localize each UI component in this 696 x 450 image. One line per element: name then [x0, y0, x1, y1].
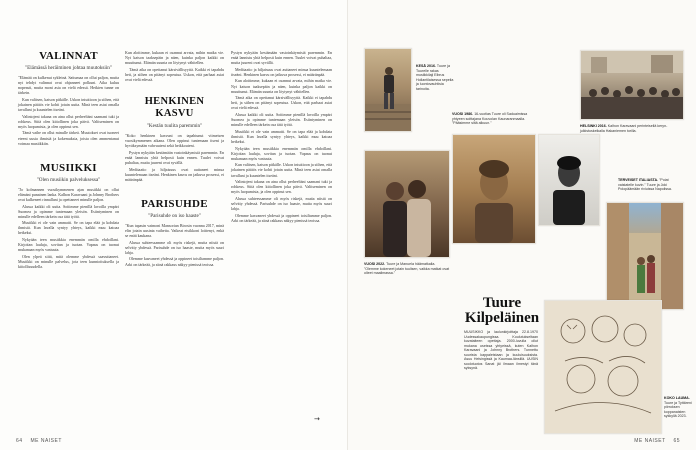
heading-musiikki: MUSIIKKI [40, 161, 97, 174]
bio-text: MUUSIKKO ja laulunkirjoittaja 22.8.1970 Uudessakaupungissa. Koulutukseltaan kuvataiteen opettaja. 2000-luvulla ollut mukana useissa yhtyeissä, kuten Kalhon Karavaani ja Johnny Brothers. Tunnettu suurista kappaleistaan ja kuuluisuuksista. Asuu Helsingissä ja Kaumaa-länsillä. UUSIN soolotuotos Sanat jäi ilmaan ilmestyi tänä syksynä. [464, 330, 538, 370]
photo-vuosi-1986 [452, 134, 536, 244]
portrait-bw-icon [539, 135, 599, 225]
bio-name-title: Tuure Kilpeläinen [464, 295, 540, 326]
paragraph: Kun valitsen, katson pitkälle. Uskon intuitioon ja siihen, että jokainen päätös vie kohti jotain uutta. Minä teen asiat omalla tavallani ja kuuntelen itseäni. [231, 162, 332, 178]
paragraph: Tämä vaihe on ollut minulle tärkeä. Muutokset ovat tuoneet eteeni uusia ihmisiä ja kokemuksia, joista olen ammentanut voimaa musiikkiin. [18, 130, 119, 146]
couple-photo-icon [365, 151, 449, 257]
paragraph: "Koko henkinen kasvuni on tapahtunut viimeisen vuosikymmenen aikana. Olen oppinut tuntemaan itseni ja hyväksymään vahvuuteni sekä heikkouteni. [125, 133, 224, 149]
caption-kesa-2016: KESÄ 2016. Tuure ja Tuurelle rakas musiikkilaji Elbrus Hollantilaisessa sepelia ja luontovauhtisia tarinoita. [416, 64, 454, 91]
paragraph: "Jo kolmannen vuosikymmenen ajan musiikki on ollut elämäni punainen lanka. Kalhon Karavaani ja Johnny Brothers ovat kulkeneet rinnallani ja opettaneet minulle paljon. [18, 186, 119, 202]
paragraph: Alussa kaikki oli uutta. Soitimme pienillä lavoilla ympäri Suomea ja opimme tuntemaan yleisön. Esiintyminen on minulle edelleen tärkein osa tätä työtä. [18, 203, 119, 219]
paragraph: Nykyään teen musiikkia enemmän omilla ehdoillani. Kirjoitan lauluja, sovitan ja tuotan. Vapaus on tuonut mukanaan myös vastuuta. [231, 145, 332, 161]
subheading-parisuhde: "Parisuhde on iso haaste" [148, 212, 201, 219]
paragraph: Olemme kasvaneet yhdessä ja oppineet toisiltamme paljon. Arki on tärkeää, ja siinä rakkaus näkyy pienissä teoissa. [125, 256, 224, 267]
photo-kesa-2016 [364, 48, 412, 132]
photo-helsinki-2016 [580, 50, 684, 120]
heading-valinnat: VALINNAT [39, 50, 98, 62]
magazine-name: ME NAISET [30, 438, 62, 444]
caption-koko-lauma: KOKO LAUMA. Tuure ja Tyttäreni piirroksen koppanaisten sykkyllä 2023. [664, 396, 692, 418]
paragraph: Pystyn nykyään kestämään vastoinkäymisiä paremmin. En enää lannistu yhtä helposti kuin ennen. Tuulet voivat puhaltaa, mutta juureni ovat syvällä. [125, 149, 224, 166]
person-figure-icon [365, 49, 411, 131]
page-folio-right [634, 438, 680, 444]
subheading-musiikki: "Olen musiikin palveluksessa" [36, 176, 101, 183]
paragraph: Valintojeni takana on aina ollut perheeltäni saamani tuki ja rohkeus. Siitä olen kiitollinen joka päivä. Valitseminen on myös luopumista, ja olen oppinut sen. [231, 179, 332, 195]
continue-arrow-icon: → [314, 415, 320, 423]
caption-terveiset-italiasta: TERVEISET ITALIASTA. "Poiat vaistatelle kuvin." Tuure ja Joki Polopäämään riviuissa Napolissa. [618, 178, 672, 191]
paragraph: Tämä aika on opettanut kärsivällisyyttä. Kaikki ei tapahdu heti, ja siihen on pitänyt sopeutua. Uskon, että parhaat asiat ovat vielä edessä. [231, 95, 332, 111]
caption-helsinki-2016: HELSINKI 2016. Kalhon Karavaani perinteisellä keryn-julkistuskeikalla Hakaniemen torilla. [580, 124, 668, 133]
magazine-name: ME NAISET [634, 438, 666, 444]
paragraph: "Elämää on kulkenut sykleinä. Sattumaa on ollut paljon, mutta nyt tehdyt valinnat ovat ohjanneet polkuni. Aika kuluu nopeasti, mutta moni asia on vielä edessä. Hetkien tunne on tärkein. [18, 75, 119, 96]
paragraph: Kun aloitimme, kukaan ei osannut arvata, mihin matka vie. Nyt katson taaksepäin ja näen, kuinka paljon kaikki on muuttunut. Elämän suunta on löytynyt vähitellen. [125, 50, 224, 66]
paragraph: Kun aloitimme, kukaan ei osannut arvata, mihin matka vie. Nyt katson taaksepäin ja näen, kuinka paljon kaikki on muuttunut. Elämän suunta on löytynyt vähitellen. [231, 78, 332, 94]
paragraph: Valintojeni takana on aina ollut perheeltäni saamani tuki ja rohkeus. Siitä olen kiitollinen joka päivä. Valitseminen on myös luopumista, ja olen oppinut sen. [18, 113, 119, 129]
paragraph: Meditaatio ja hiljaisuus ovat auttaneet minua kuuntelemaan itseäni. Henkinen kasvu on jatkuva prosessi, ei määränpää. [231, 66, 332, 77]
subheading-valinnat: "Elämässä heräiminen johtaa muutoksiin" [24, 65, 113, 71]
paragraph: Kun valitsen, katson pitkälle. Uskon intuitioon ja siihen, että jokainen päätös vie kohti jotain uutta. Minä teen asiat omalla tavallani ja kuuntelen itseäni. [18, 96, 119, 113]
paragraph: Alussa kaikki oli uutta. Soitimme pienillä lavoilla ympäri Suomea ja opimme tuntemaan yleisön. Esiintyminen on minulle edelleen tärkein osa tätä työtä. [231, 112, 332, 128]
paragraph: Alussa suhteessamme oli myös riskejä, mutta niistä on selvitty yhdessä. Parisuhde on iso haaste, mutta myös suuri lahja. [231, 195, 332, 212]
caption-vuosi-2022: VUOSI 2022. Tuure ja Manuela häämatkalla. "Olemme kokeneet jotain tuulisen, vaikka matkat ovat olleet maailmassa." [364, 262, 450, 275]
paragraph: Olen ylpeä siitä, mitä olemme yhdessä saavuttaneet. Musiikki on minulle palvelus, jota teen kunnioituksella ja kiitollisuudella. [18, 253, 119, 270]
paragraph: "Kun tapasin vaimoni Mansorian Birosin vuonna 2017, minä elin jotain uusinta vaihetta. Vaikeat etsikkoni loittenyt, enkä se enää kaukana. [125, 222, 224, 239]
sketch-drawing-icon [545, 301, 661, 433]
paragraph: Tämä aika on opettanut kärsivällisyyttä. Kaikki ei tapahdu heti, ja siihen on pitänyt sopeutua. Uskon, että parhaat asiat ovat vielä edessä. [125, 66, 224, 82]
page-folio-left [16, 438, 62, 444]
heading-henkinen-kasvu: HENKINEN KASVU [144, 96, 205, 120]
page-number: 65 [673, 438, 680, 444]
photo-bw-portrait [538, 134, 600, 226]
alley-scene-icon [607, 203, 683, 309]
column-1 [18, 50, 119, 271]
crowd-scene-icon [581, 51, 683, 119]
paragraph: Meditaatio ja hiljaisuus ovat auttaneet minua kuuntelemaan itseäni. Henkinen kasvu on jatkuva prosessi, ei määränpää. [125, 166, 224, 182]
page-number: 64 [16, 438, 23, 444]
paragraph: Alussa suhteessamme oli myös riskejä, mutta niistä on selvitty yhdessä. Parisuhde on iso haaste, mutta myös suuri lahja. [125, 239, 224, 255]
heading-parisuhde: PARISUHDE [141, 197, 208, 210]
photo-italy-alley [606, 202, 684, 310]
column-2 [125, 50, 224, 268]
paragraph: Musiikki ei ole vain ammatti. Se on tapa elää ja kohdata ihmisiä. Kun lavalla syntyy yhteys, kaikki muu katoaa hetkeksi. [18, 220, 119, 236]
photo-family-drawing [544, 300, 662, 434]
right-page [348, 0, 696, 450]
paragraph: Nykyään teen musiikkia enemmän omilla ehdoillani. Kirjoitan lauluja, sovitan ja tuotan. Vapaus on tuonut mukanaan myös vastuuta. [18, 237, 119, 253]
subheading-henkinen-kasvu: "Kestän tuulita paremmin" [146, 123, 203, 130]
photo-vuosi-2022 [364, 150, 450, 258]
paragraph: Olemme kasvaneet yhdessä ja oppineet toisiltamme paljon. Arki on tärkeää, ja siinä rakkaus näkyy pienissä teoissa. [231, 212, 332, 223]
portrait-1986-icon [453, 135, 535, 243]
caption-vuosi-1986: VUOSI 1986. 16-vuotias Tuure oli Saduaimissa yhtyeen soittajana Kouvolan Kaunaranmaalla. "Pääsimme siitä alkuun." [452, 112, 528, 125]
column-3 [231, 50, 332, 224]
paragraph: Pystyn nykyään kestämään vastoinkäymisiä paremmin. En enää lannistu yhtä helposti kuin ennen. Tuulet voivat puhaltaa, mutta juureni ovat syvällä. [231, 50, 332, 66]
paragraph: Musiikki ei ole vain ammatti. Se on tapa elää ja kohdata ihmisiä. Kun lavalla syntyy yhteys, kaikki muu katoaa hetkeksi. [231, 128, 332, 144]
